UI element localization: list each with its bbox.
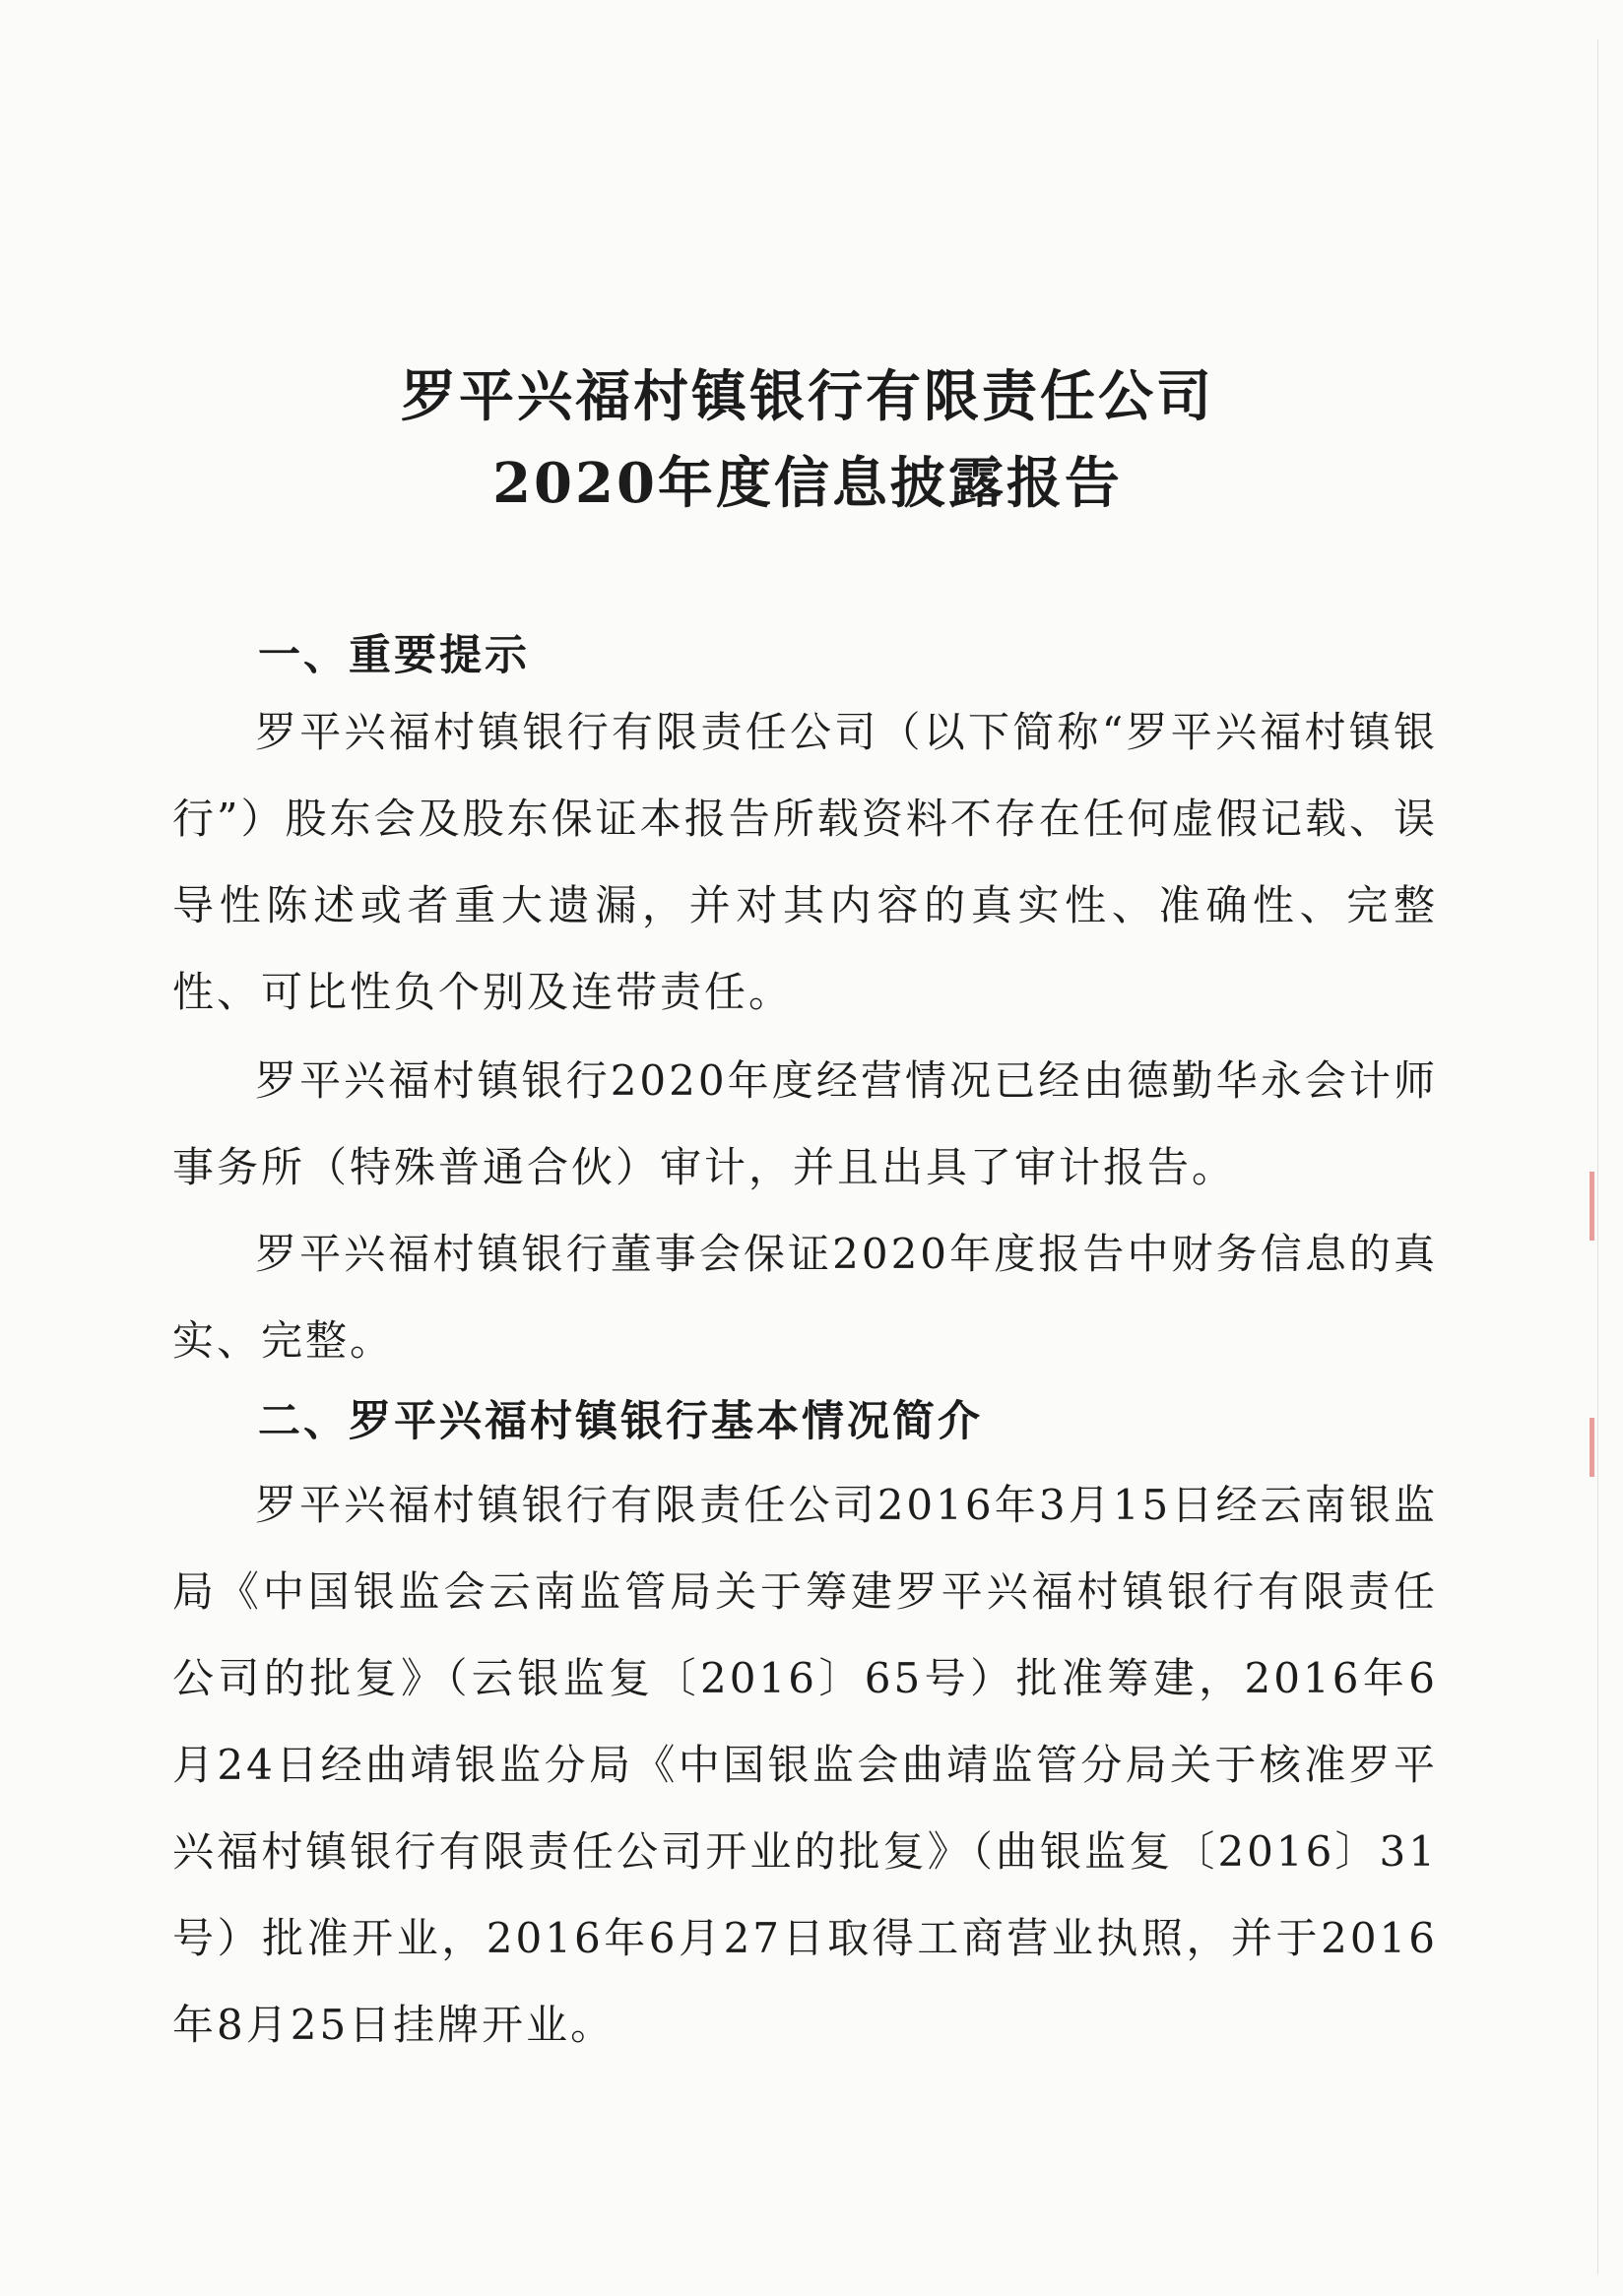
section-heading-important-notice: 一、重要提示 xyxy=(258,631,530,680)
paragraph-board-guarantee: 罗平兴福村镇银行董事会保证2020年度报告中财务信息的真实、完整。 xyxy=(172,1230,1438,1365)
section-heading-bank-overview: 二、罗平兴福村镇银行基本情况简介 xyxy=(258,1397,983,1446)
document-title-line2: 2020年度信息披露报告 xyxy=(492,451,1123,516)
document-title-line1: 罗平兴福村镇银行有限责任公司 xyxy=(401,364,1214,429)
paragraph-bank-history: 罗平兴福村镇银行有限责任公司2016年3月15日经云南银监局《中国银监会云南监管局关于筹建罗平兴福村镇银行有限责任公司的批复》（云银监复〔2016〕65号）批准筹建，2016年6月24日经曲靖银监分局《中国银监会曲靖监管分局关于核准罗平兴福村镇银行有限责任公司开业的批复》（曲银监复〔2016〕31号）批准开业，2016年6月27日取得工商营业执照，并于2016年8月25日挂牌开业。 xyxy=(172,1481,1438,2049)
paragraph-audit: 罗平兴福村镇银行2020年度经营情况已经由德勤华永会计师事务所（特殊普通合伙）审计，并且出具了审计报告。 xyxy=(172,1056,1438,1191)
paragraph-disclaimer: 罗平兴福村镇银行有限责任公司（以下简称“罗平兴福村镇银行”）股东会及股东保证本报告所载资料不存在任何虚假记载、误导性陈述或者重大遗漏，并对其内容的真实性、准确性、完整性、可比性负个别及连带责任。 xyxy=(172,708,1438,1016)
